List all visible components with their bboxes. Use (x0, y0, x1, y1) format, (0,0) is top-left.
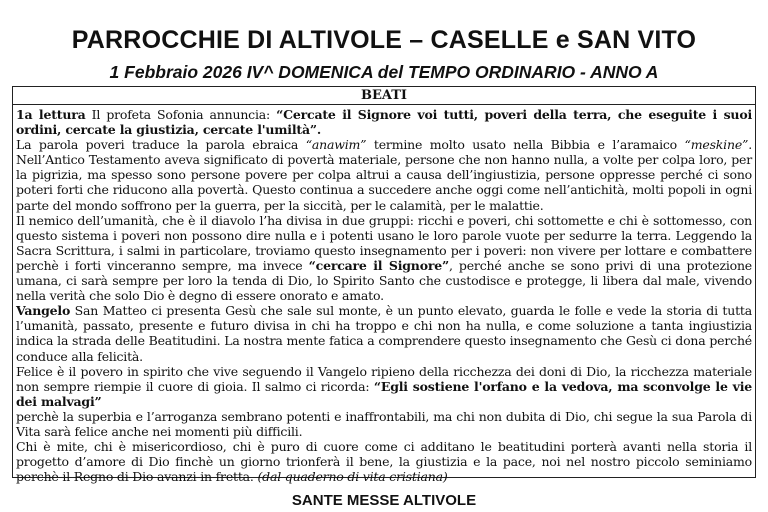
date-subtitle: 1 Febbraio 2026 IV^ DOMENICA del TEMPO ORDINARIO - ANNO A (109, 62, 659, 82)
first-reading-label: 1a lettura (16, 107, 86, 122)
paragraph-first-reading (16, 107, 752, 137)
cercare-quote: “cercare il Signore” (308, 257, 449, 273)
source-citation: (dal quaderno di vita cristiana) (257, 469, 448, 485)
gospel-label: Vangelo (16, 303, 71, 319)
paragraph-superbia: perchè la superbia e l’arroganza sembrano potenti e inaffrontabili, ma chi non dubita di Dio, chi segue la sua Parola di Vita sarà felice anche nei momenti più difficili. (16, 408, 752, 439)
psalm-quote: “Egli sostiene l'orfano e la vedova, ma sconvolge le vie dei malvagi” (16, 378, 752, 409)
paragraph-nemico (16, 213, 752, 304)
paragraph-poveri (16, 137, 752, 212)
page-title: PARROCCHIE DI ALTIVOLE – CASELLE e SAN VITO (71, 26, 697, 54)
paragraph-text: , perché anche se sono privi di una protezione umana, ci sarà sempre per loro la tenda di Dio, lo Spirito Santo che custodisce e protegge, li libera dal male, vivendo nella verità che solo Dio è degno di essere onorato e amato. (16, 257, 753, 304)
paragraph-gospel (16, 303, 752, 363)
paragraph-text: Felice è il povero in spirito che vive seguendo il Vangelo ripieno della ricchezza dei doni di Dio, la ricchezza materiale non sempre riempie il cuore di gioia. Il salmo ci ricorda: (16, 363, 752, 394)
gospel-text: San Matteo ci presenta Gesù che sale sul monte, è un punto elevato, guarda le folle e vede la storia di tutta l’umanità, passato, presente e futuro divisa in chi ha troppo e chi non ha nulla, e come soluzione a tanta ingiustizia indica la strada delle Beatitudini. La nostra mente fatica a comprendere questo insegnamento che Gesù ci dona perché conduce alla felicità. (16, 303, 752, 364)
reflection-text (13, 105, 755, 484)
box-heading: BEATI (13, 87, 755, 105)
anawim-term: “anawim” (305, 137, 367, 153)
paragraph-text: Chi è mite, chi è misericordioso, chi è puro di cuore come ci additano le beatitudini porterà avanti nella storia il progetto d’amore di Dio finchè un giorno trionferà il bene, la giustizia e la pace, noi nel nostro piccolo seminiamo perchè il Regno di Dio avanzi in fretta. (16, 439, 752, 485)
paragraph-text: La parola poveri traduce la parola ebraica (16, 137, 306, 153)
paragraph-mite (16, 439, 752, 484)
meskine-term: “meskine” (684, 137, 749, 153)
reflection-box (12, 86, 756, 485)
paragraph-felice (16, 364, 752, 409)
first-reading-text: Il profeta Sofonia annuncia: (85, 107, 277, 122)
mass-schedule-heading: SANTE MESSE ALTIVOLE (291, 492, 477, 509)
paragraph-text: Il nemico dell’umanità, che è il diavolo l’ha divisa in due gruppi: ricchi e poveri, chi sottomette e chi è sottomesso, con questo sistema i poveri non possono dire nulla e i potenti usano le loro parole vuote per sedurre la terra. Leggendo la Sacra Scrittura, i salmi in particolare, troviamo questo insegnamento per i poveri: non vivere per lottare e combattere perchè i forti vinceranno sempre, ma invece (16, 212, 752, 273)
paragraph-text: . Nell’Antico Testamento aveva significato di povertà materiale, persone che non hanno nulla, a volte per colpa loro, per la pigrizia, ma spesso sono persone povere per colpa altrui a causa dell’ingiustizia, persone oppresse perché ci sono poteri forti che riducono alla povertà. Questo continua a succedere anche oggi come nell’antichità, molti popoli in ogni parte del mondo soffrono per la guerra, per la siccità, per le calamità, per le malattie. (16, 137, 752, 213)
paragraph-text: termine molto usato nella Bibbia e l’aramaico (366, 137, 685, 153)
first-reading-quote: “Cercate il Signore voi tutti, poveri della terra, che eseguite i suoi ordini, cercate la giustizia, cercate l'umiltà”. (16, 107, 753, 138)
